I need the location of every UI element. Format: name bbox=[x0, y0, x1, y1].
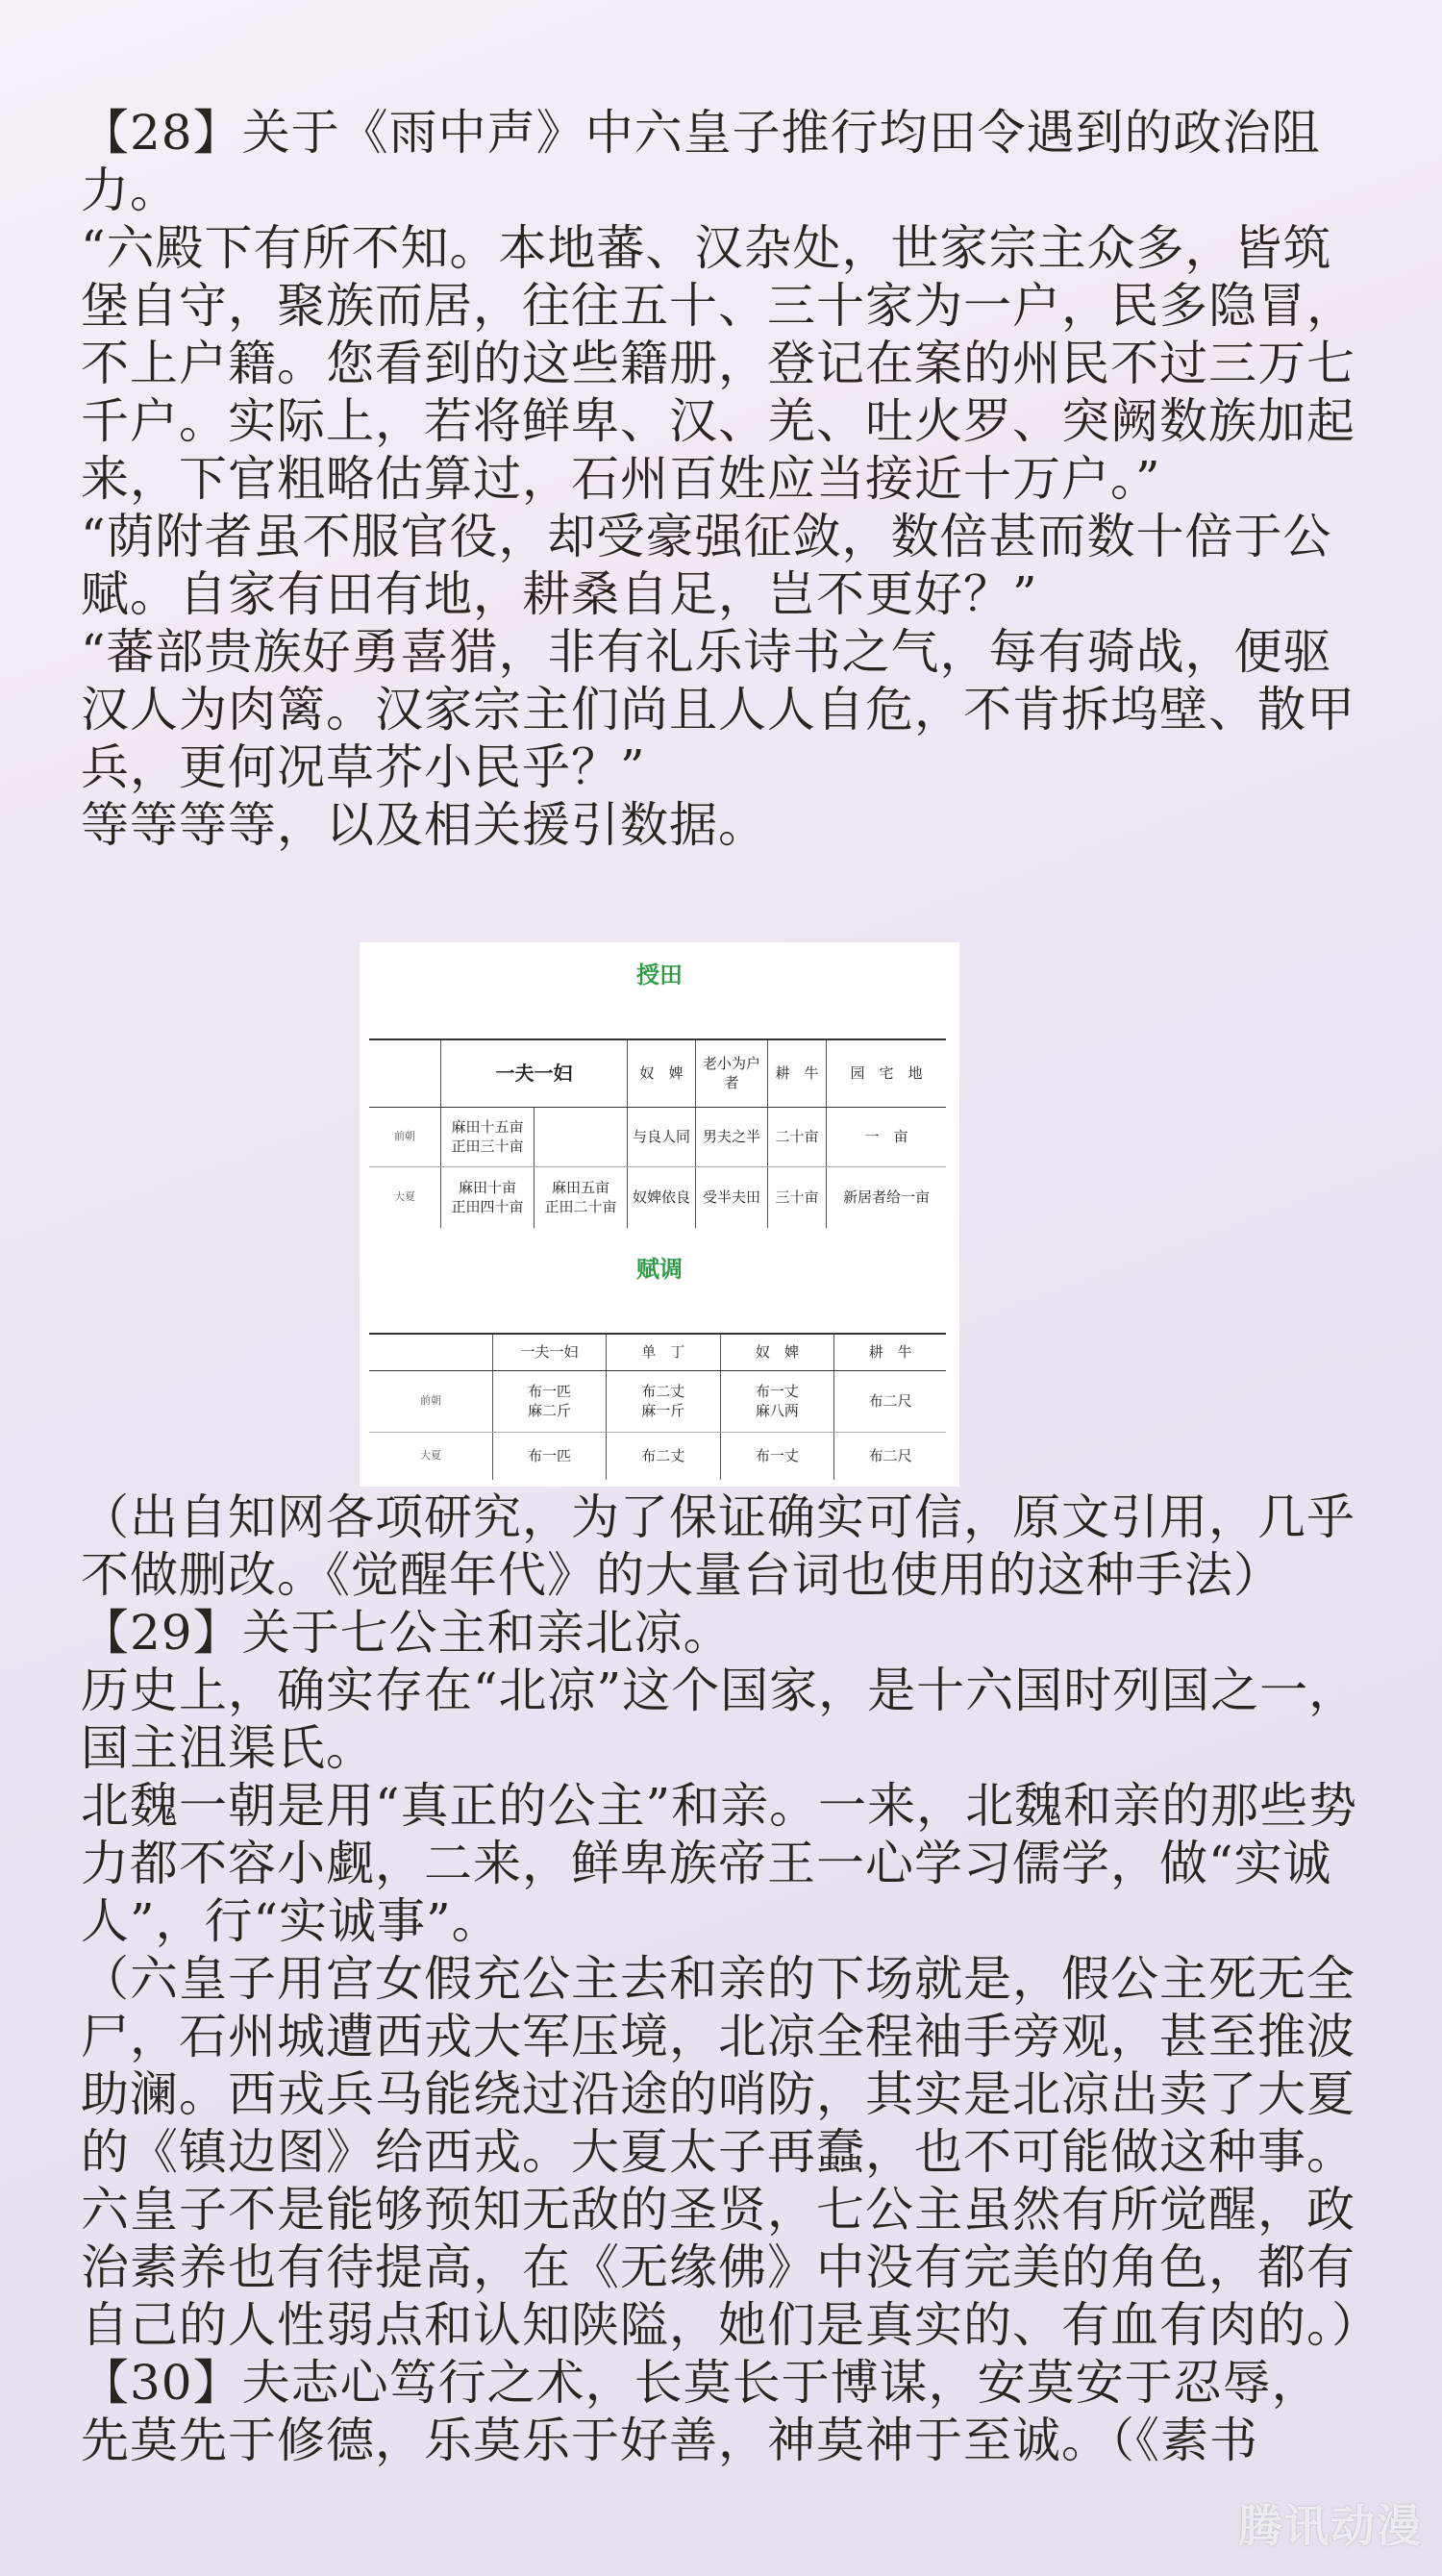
table-cell: 布二尺 bbox=[834, 1432, 946, 1480]
table-cell: 大夏 bbox=[420, 1449, 442, 1463]
article-body bbox=[81, 104, 1359, 854]
table-header: 奴 婢 bbox=[720, 1334, 834, 1370]
table-header bbox=[369, 1334, 493, 1370]
paragraph: 【28】关于《雨中声》中六皇子推行均田令遇到的政治阻力。 bbox=[81, 105, 1321, 218]
land-allocation-table bbox=[369, 1038, 946, 1228]
figure-title-land: 授田 bbox=[636, 961, 683, 988]
table-header: 园 宅 地 bbox=[827, 1039, 947, 1107]
reference-figure bbox=[360, 942, 959, 1487]
table-header: 一夫一妇 bbox=[441, 1039, 628, 1107]
table-cell: 布一匹 麻二斤 bbox=[493, 1370, 607, 1432]
table-header bbox=[369, 1039, 441, 1107]
table-cell: 奴婢依良 bbox=[628, 1166, 696, 1228]
table-header: 奴 婢 bbox=[628, 1039, 696, 1107]
paragraph: 历史上，确实存在“北凉”这个国家，是十六国时列国之一，国主沮渠氏。 bbox=[81, 1663, 1358, 1776]
paragraph: （六皇子用宫女假充公主去和亲的下场就是，假公主死无全尸，石州城遭西戎大军压境，北凉全程袖手旁观，甚至推波助澜。西戎兵马能绕过沿途的哨防，其实是北凉出卖了大夏的《镇边图》给西戎。大夏太子再蠢，也不可能做这种事。六皇子不是能够预知无敌的圣贤，七公主虽然有所觉醒，政治素养也有待提高，在《无缘佛》中没有完美的角色，都有自己的人性弱点和认知陕隘，她们是真实的、有血有肉的。） bbox=[81, 1951, 1380, 2353]
table-cell: 大夏 bbox=[394, 1190, 415, 1204]
table-cell: 布二丈 麻一斤 bbox=[606, 1370, 720, 1432]
paragraph: 【30】夫志心笃行之术，长莫长于博谋，安莫安于忍辱，先莫先于修德，乐莫乐于好善，神莫神于至诚。（《素书 bbox=[81, 2355, 1321, 2468]
table-cell: 布一丈 麻八两 bbox=[720, 1370, 834, 1432]
paragraph: “荫附者虽不服官役，却受豪强征敛，数倍甚而数十倍于公赋。自家有田有地，耕桑自足，岂不更好？” bbox=[81, 509, 1332, 622]
table-cell: 麻田十五亩 正田三十亩 bbox=[441, 1107, 535, 1166]
table-cell: 与良人同 bbox=[628, 1107, 696, 1166]
paragraph: 【29】关于七公主和亲北凉。 bbox=[81, 1605, 733, 1661]
tax-levy-table bbox=[369, 1333, 946, 1480]
table-header: 耕 牛 bbox=[834, 1334, 946, 1370]
table-cell: 麻田五亩 正田二十亩 bbox=[535, 1166, 628, 1228]
table-header: 单 丁 bbox=[606, 1334, 720, 1370]
paragraph: “六殿下有所不知。本地蕃、汉杂处，世家宗主众多，皆筑堡自守，聚族而居，往往五十、三十家为一户，民多隐冒，不上户籍。您看到的这些籍册，登记在案的州民不过三万七千户。实际上，若将鲜卑、汉、羌、吐火罗、突阙数族加起来，下官粗略估算过，石州百姓应当接近十万户。” bbox=[81, 220, 1355, 507]
table-cell: 布一匹 bbox=[493, 1432, 607, 1480]
table-cell: 新居者给一亩 bbox=[827, 1166, 947, 1228]
watermark-logo: 腾讯动漫 bbox=[1238, 2500, 1423, 2552]
table-cell: 前朝 bbox=[369, 1370, 493, 1432]
table-header: 老小为户者 bbox=[696, 1039, 768, 1107]
table-cell: 麻田十亩 正田四十亩 bbox=[441, 1166, 535, 1228]
paragraph: 北魏一朝是用“真正的公主”和亲。一来，北魏和亲的那些势力都不容小觑，二来，鲜卑族帝王一心学习儒学，做“实诚人”，行“实诚事”。 bbox=[81, 1778, 1358, 1949]
table-cell: 布二尺 bbox=[834, 1370, 946, 1432]
paragraph: 等等等等，以及相关援引数据。 bbox=[81, 797, 767, 853]
table-cell: 前朝 bbox=[369, 1107, 441, 1166]
table-header: 一夫一妇 bbox=[493, 1334, 607, 1370]
table-cell: 二十亩 bbox=[768, 1107, 827, 1166]
table-cell bbox=[535, 1107, 628, 1166]
table-cell: 三十亩 bbox=[768, 1166, 827, 1228]
table-cell: 布一丈 bbox=[720, 1432, 834, 1480]
paragraph: “蕃部贵族好勇喜猎，非有礼乐诗书之气，每有骑战，便驱汉人为肉篱。汉家宗主们尚且人人自危，不肯拆坞壁、散甲兵，更何况草芥小民乎？” bbox=[81, 624, 1355, 795]
table-cell: 受半夫田 bbox=[696, 1166, 768, 1228]
table-cell: 男夫之半 bbox=[696, 1107, 768, 1166]
table-cell: 布二丈 bbox=[606, 1432, 720, 1480]
article-body-continued bbox=[81, 1488, 1380, 2469]
paragraph: （出自知网各项研究，为了保证确实可信，原文引用，几乎不做删改。《觉醒年代》的大量台词也使用的这种手法） bbox=[81, 1489, 1355, 1603]
table-cell: 一 亩 bbox=[827, 1107, 947, 1166]
figure-title-tax: 赋调 bbox=[636, 1255, 683, 1283]
table-header: 耕 牛 bbox=[768, 1039, 827, 1107]
